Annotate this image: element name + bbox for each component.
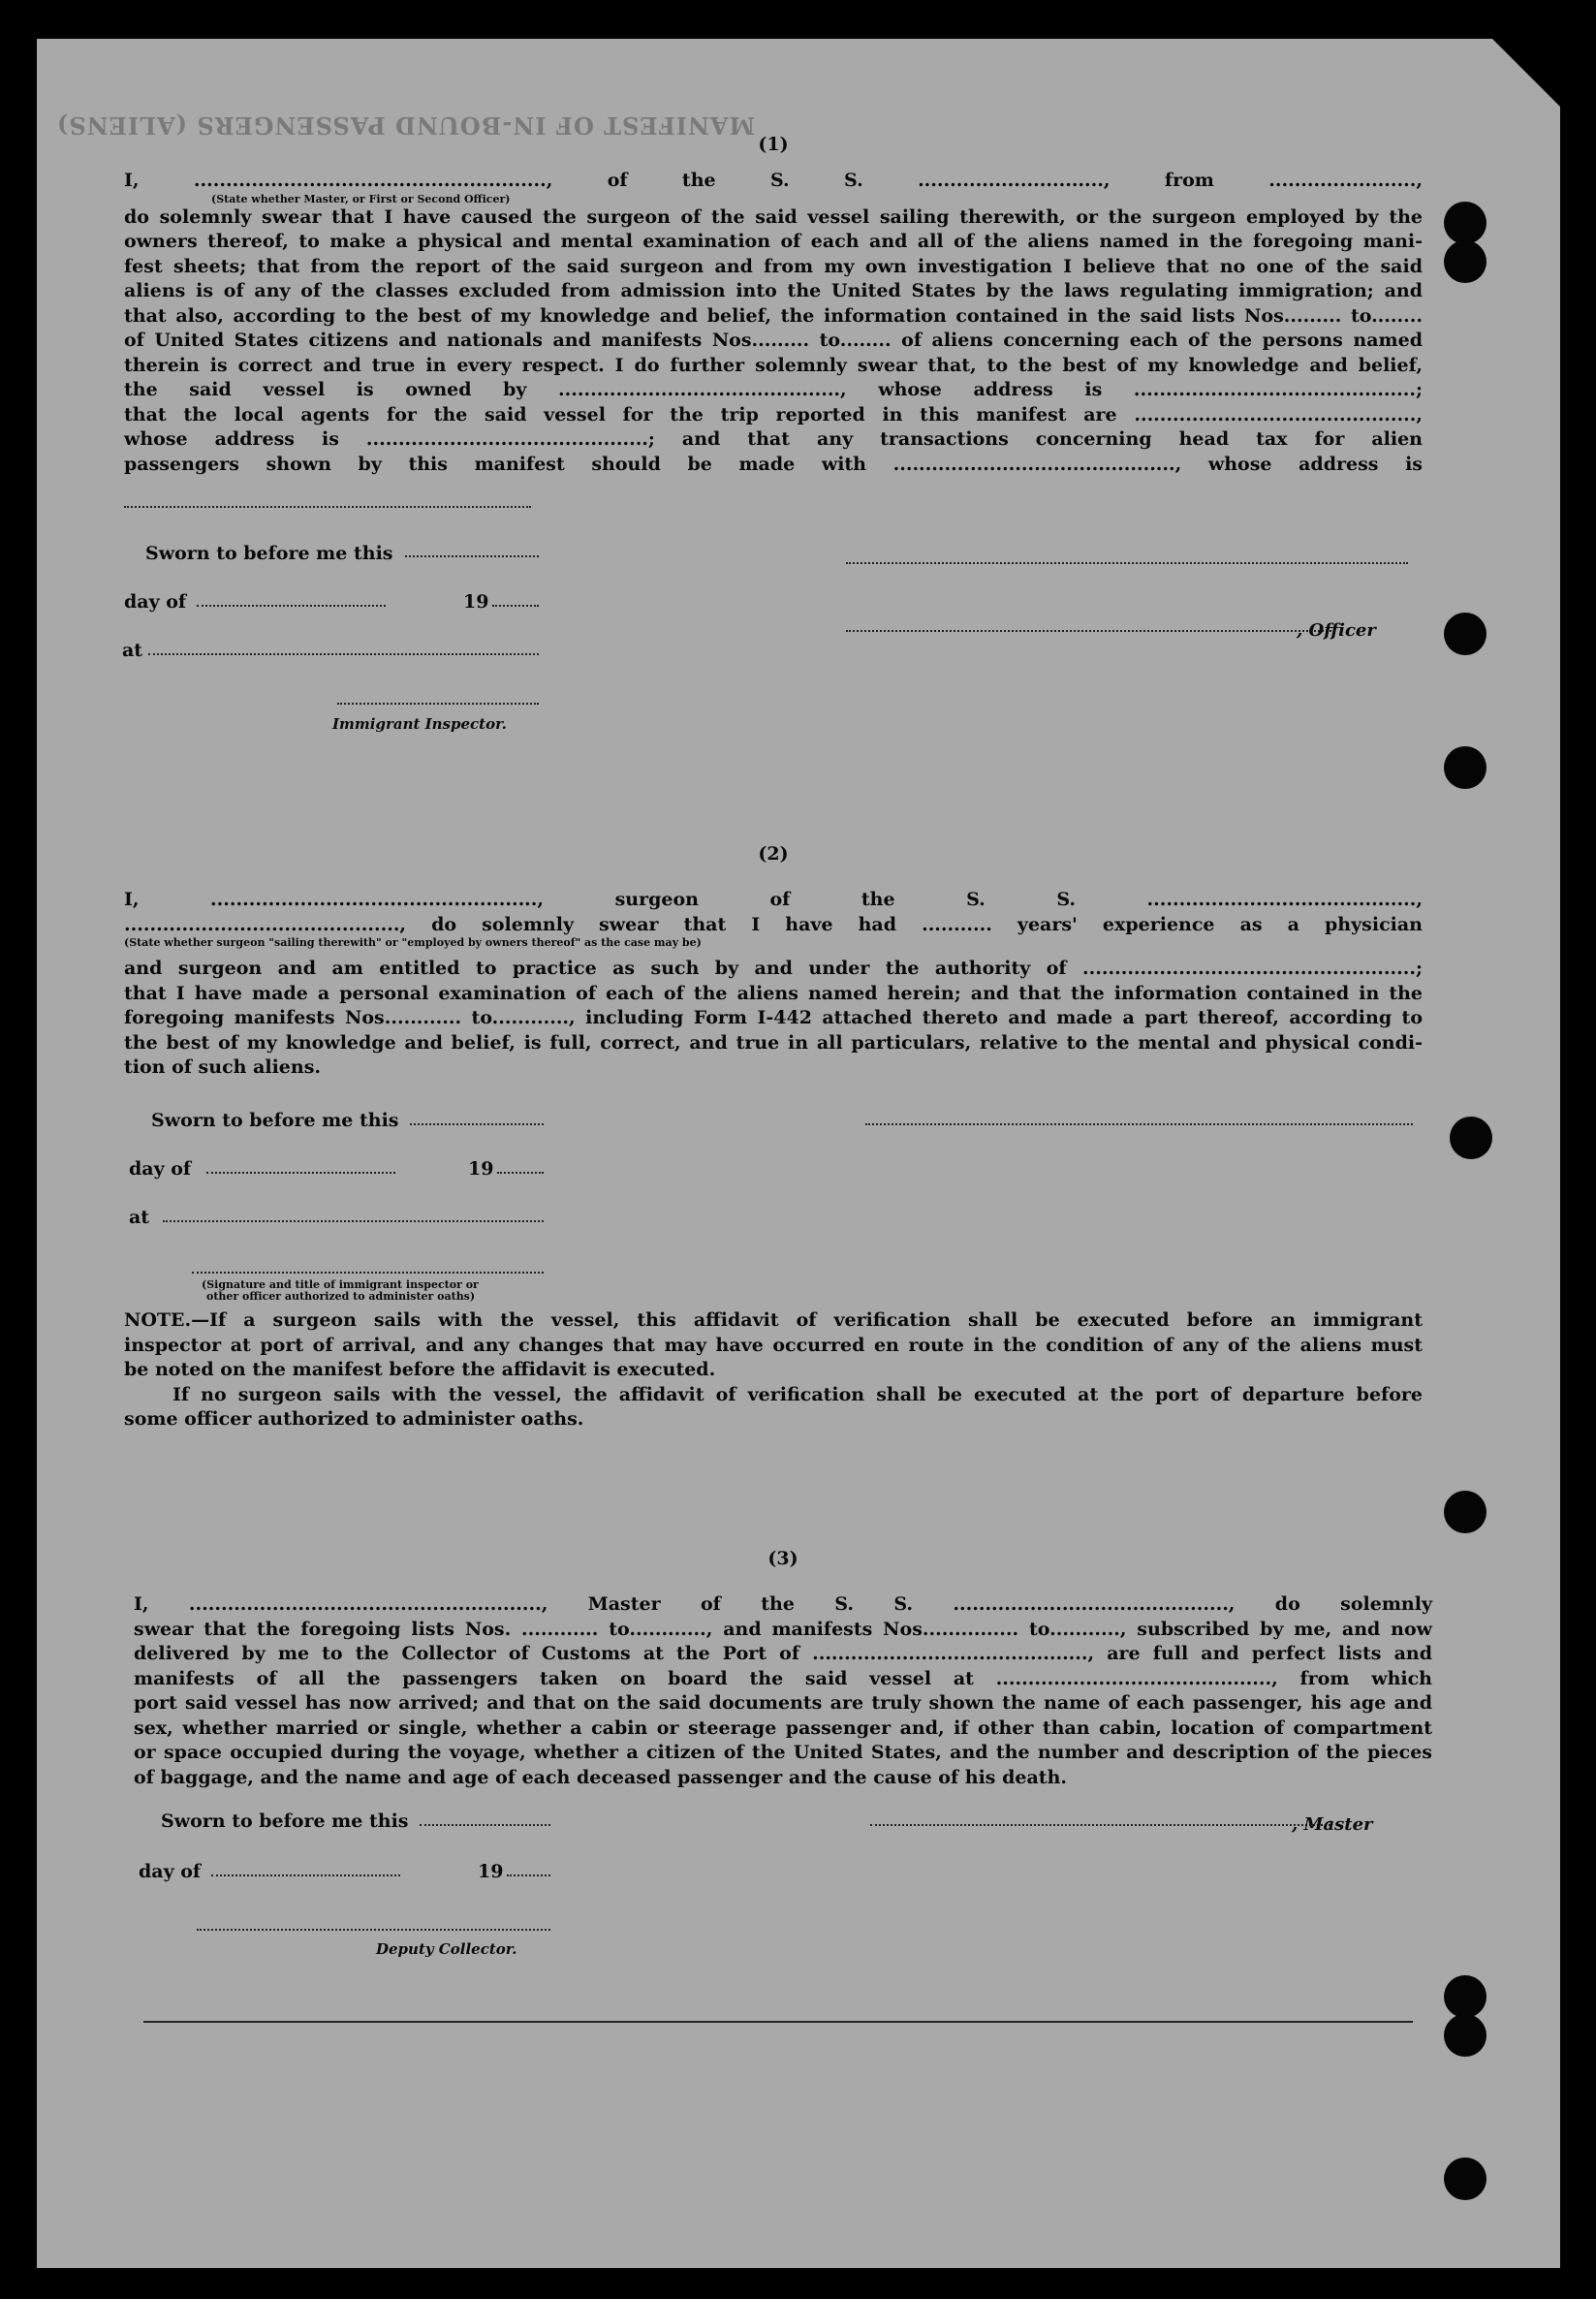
text-line: of United States citizens and nationals and manifests Nos......... to........ of aliens concerning each of the persons named bbox=[124, 330, 1423, 351]
text-line: do solemnly swear that I have caused the surgeon of the said vessel sailing therewith, or the surgeon employed by the bbox=[124, 205, 1423, 228]
year-line bbox=[492, 605, 539, 607]
at-line bbox=[163, 1220, 544, 1222]
text-line: that I have made a personal examination of each of the aliens named herein; and that the information contained in the bbox=[124, 982, 1423, 1004]
note-line: If no surgeon sails with the vessel, the affidavit of verification shall be executed at the port of departure before bbox=[172, 1383, 1423, 1405]
officer-signature-line bbox=[192, 1272, 544, 1274]
officer-label: , Officer bbox=[1297, 620, 1376, 641]
note-line: some officer authorized to administer oaths. bbox=[124, 1408, 584, 1430]
text-line: aliens is of any of the classes excluded from admission into the United States by the laws regulating immigration; and bbox=[124, 280, 1423, 301]
text-line: fest sheets; that from the report of the said surgeon and from my own investigation I believe that no one of the said bbox=[124, 255, 1423, 277]
collector-signature-line bbox=[197, 1929, 550, 1931]
year-label: 19 bbox=[463, 591, 489, 613]
inspector-caption: Immigrant Inspector. bbox=[332, 715, 507, 733]
section-2 bbox=[124, 843, 1423, 1081]
year-line bbox=[497, 1172, 544, 1174]
day-of-label: day of bbox=[124, 591, 187, 613]
note-line: NOTE.—If a surgeon sails with the vessel, this affidavit of verification shall be executed before an immigrant bbox=[124, 1309, 1423, 1331]
section-number: (1) bbox=[758, 134, 789, 155]
punch-hole-8 bbox=[1444, 2014, 1486, 2057]
sworn-label: Sworn to before me this bbox=[161, 1811, 409, 1832]
bleed-through-header: MANIFEST OF IN-BOUND PASSENGERS (ALIENS) bbox=[56, 111, 756, 140]
section-number: (3) bbox=[767, 1548, 798, 1569]
collector-caption: Deputy Collector. bbox=[376, 1940, 517, 1958]
text-line: I, ......................................................., Master of the S. S. ..........................................., do solemnly bbox=[134, 1593, 1432, 1615]
day-line bbox=[197, 605, 386, 607]
text-line: that the local agents for the said vessel for the trip reported in this manifest are ............................................, bbox=[124, 403, 1423, 425]
surgeon-note: (State whether surgeon "sailing therewith" or "employed by owners thereof" as the case may be) bbox=[124, 936, 702, 949]
at-line bbox=[148, 653, 539, 655]
text-line: or space occupied during the voyage, whether a citizen of the United States, and the number and description of the pieces bbox=[134, 1742, 1432, 1763]
text-line: tion of such aliens. bbox=[124, 1056, 322, 1078]
punch-hole-6 bbox=[1444, 1491, 1486, 1533]
section-number: (2) bbox=[758, 843, 789, 865]
master-label: , Master bbox=[1292, 1814, 1373, 1835]
day-line bbox=[211, 1874, 400, 1876]
sworn-label: Sworn to before me this bbox=[145, 543, 393, 564]
text-line: the said vessel is owned by ............................................, whose address is ............................................; bbox=[124, 379, 1423, 400]
year-line bbox=[507, 1874, 550, 1876]
punch-hole-7 bbox=[1444, 1975, 1486, 2018]
text-line: that also, according to the best of my knowledge and belief, the information contained in the said lists Nos......... to........ bbox=[124, 304, 1423, 327]
punch-hole-9 bbox=[1444, 2157, 1486, 2200]
text-line: I, ......................................................., of the S. S. ............................., from ......................., bbox=[124, 170, 1423, 191]
text-line: sex, whether married or single, whether a cabin or steerage passenger and, if other than cabin, location of compartment bbox=[134, 1716, 1432, 1739]
day-of-label: day of bbox=[139, 1861, 202, 1882]
text-line: owners thereof, to make a physical and mental examination of each and all of the aliens named in the foregoing mani- bbox=[124, 231, 1423, 252]
text-line: delivered by me to the Collector of Customs at the Port of ..........................................., are full and perfect lists and bbox=[134, 1643, 1432, 1664]
inspector-signature-line bbox=[337, 703, 539, 705]
address-line bbox=[124, 506, 531, 508]
punch-hole-1 bbox=[1444, 202, 1486, 244]
section-3 bbox=[134, 1548, 1432, 1790]
text-line: of baggage, and the name and age of each deceased passenger and the cause of his death. bbox=[134, 1766, 1067, 1788]
text-line: foregoing manifests Nos............ to............, including Form I-442 attached thereto and made a part thereof, according to bbox=[124, 1007, 1423, 1028]
sworn-date-line bbox=[410, 1123, 544, 1125]
text-line: port said vessel has now arrived; and that on the said documents are truly shown the name of each passenger, his age and bbox=[134, 1692, 1432, 1714]
day-of-label: day of bbox=[129, 1158, 192, 1180]
text-line: passengers shown by this manifest should be made with ............................................, whose address is bbox=[124, 453, 1423, 475]
section-1 bbox=[124, 134, 1423, 477]
bottom-rule bbox=[143, 2021, 1413, 2023]
sworn-date-line bbox=[405, 555, 539, 557]
sworn-label: Sworn to before me this bbox=[151, 1110, 399, 1131]
signature-caption-2: other officer authorized to administer oaths) bbox=[206, 1290, 476, 1303]
text-line: ..........................................., do solemnly swear that I have had ........... years' experience as a physician bbox=[124, 913, 1423, 935]
text-line: therein is correct and true in every respect. I do further solemnly swear that, to the best of my knowledge and belief, bbox=[124, 354, 1423, 376]
officer-signature-line-top bbox=[846, 562, 1408, 564]
sworn-date-line bbox=[420, 1824, 550, 1826]
officer-signature-line bbox=[846, 630, 1335, 632]
text-line: and surgeon and am entitled to practice as such by and under the authority of ....................................................; bbox=[124, 958, 1423, 979]
torn-corner bbox=[1492, 39, 1560, 107]
at-label: at bbox=[122, 640, 143, 661]
text-line: manifests of all the passengers taken on board the said vessel at ..........................................., from which bbox=[134, 1667, 1432, 1689]
note-line: be noted on the manifest before the affidavit is executed. bbox=[124, 1359, 716, 1380]
punch-hole-4 bbox=[1444, 746, 1486, 789]
master-signature-line bbox=[870, 1824, 1330, 1826]
note-line: inspector at port of arrival, and any changes that may have occurred en route in the condition of any of the aliens must bbox=[124, 1334, 1423, 1356]
surgeon-signature-line bbox=[865, 1123, 1413, 1125]
text-line: swear that the foregoing lists Nos. ............ to............, and manifests Nos............... to..........., subscribed by me, and now bbox=[134, 1618, 1432, 1640]
text-line: I, ..................................................., surgeon of the S. S. .........................................., bbox=[124, 889, 1423, 910]
punch-hole-2 bbox=[1444, 240, 1486, 283]
year-label: 19 bbox=[468, 1158, 494, 1180]
punch-hole-3 bbox=[1444, 613, 1486, 655]
manifest-sheet bbox=[37, 39, 1560, 2268]
punch-hole-5 bbox=[1450, 1117, 1492, 1159]
day-line bbox=[206, 1172, 395, 1174]
text-line: whose address is ............................................; and that any transactions concerning head tax for alien bbox=[124, 428, 1423, 450]
signature-caption-1: (Signature and title of immigrant inspector or bbox=[202, 1278, 479, 1291]
master-note: (State whether Master, or First or Second Officer) bbox=[211, 192, 511, 205]
note-block bbox=[124, 1308, 1423, 1433]
year-label: 19 bbox=[478, 1861, 504, 1882]
text-line: the best of my knowledge and belief, is full, correct, and true in all particulars, relative to the mental and physical condi- bbox=[124, 1031, 1423, 1054]
at-label: at bbox=[129, 1207, 150, 1228]
